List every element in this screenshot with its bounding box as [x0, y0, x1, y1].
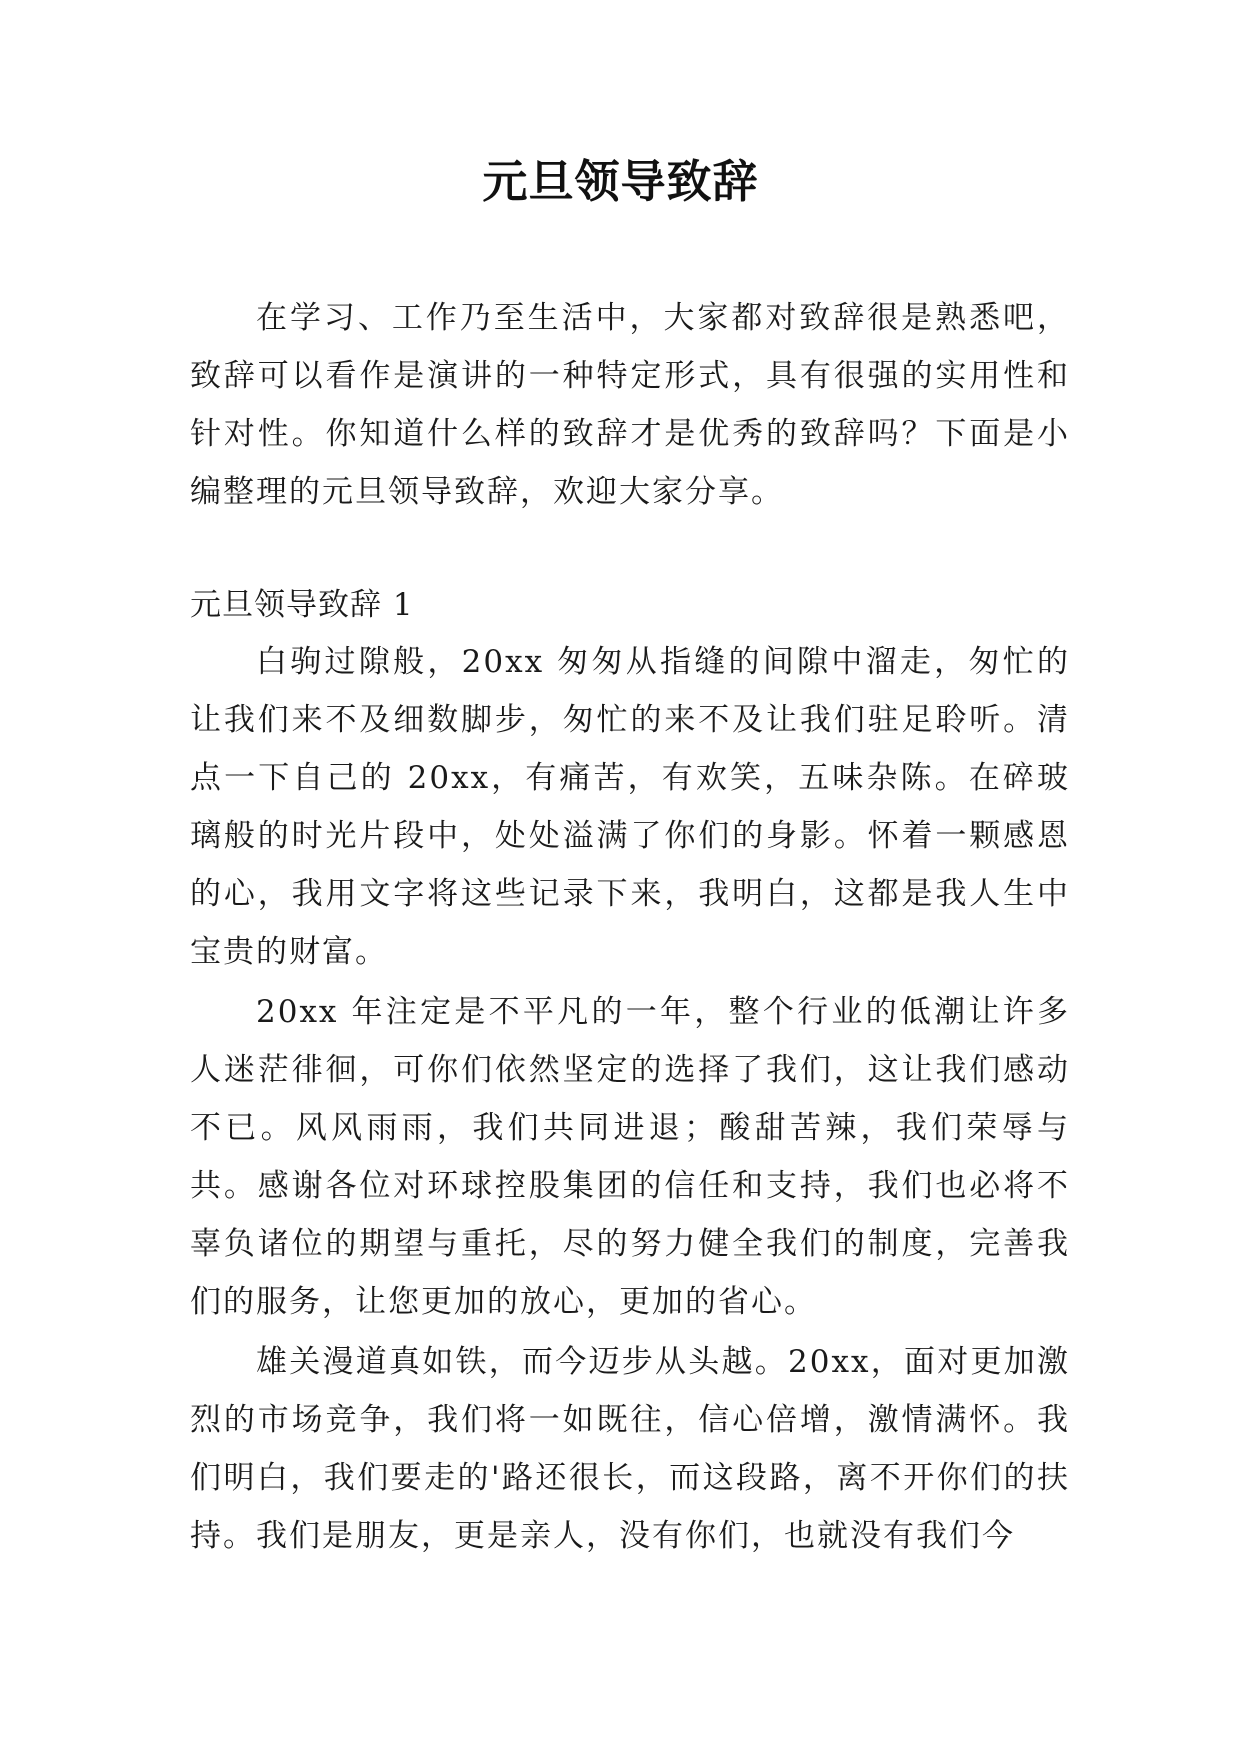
body-paragraph: 20xx 年注定是不平凡的一年，整个行业的低潮让许多人迷茫徘徊，可你们依然坚定的选择了我们，这让我们感动不已。风风雨雨，我们共同进退；酸甜苦辣，我们荣辱与共。感谢各位对环球控股集团的信任和支持，我们也必将不辜负诸位的期望与重托，尽的努力健全我们的制度，完善我们的服务，让您更加的放心，更加的省心。 — [190, 994, 1070, 1320]
body-paragraph: 雄关漫道真如铁，而今迈步从头越。20xx，面对更加激烈的市场竞争，我们将一如既往，信心倍增，激情满怀。我们明白，我们要走的'路还很长，而这段路，离不开你们的扶持。我们是朋友，更是亲人，没有你们，也就没有我们今 — [190, 1344, 1070, 1554]
intro-paragraph: 在学习、工作乃至生活中，大家都对致辞很是熟悉吧，致辞可以看作是演讲的一种特定形式，具有很强的实用性和针对性。你知道什么样的致辞才是优秀的致辞吗？下面是小编整理的元旦领导致辞，欢迎大家分享。 — [190, 300, 1070, 510]
section-heading: 元旦领导致辞 1 — [190, 587, 414, 623]
body-paragraph: 白驹过隙般，20xx 匆匆从指缝的间隙中溜走，匆忙的让我们来不及细数脚步，匆忙的来不及让我们驻足聆听。清点一下自己的 20xx，有痛苦，有欢笑，五味杂陈。在碎玻璃般的时光片段中，处处溢满了你们的身影。怀着一颗感恩的心，我用文字将这些记录下来，我明白，这都是我人生中宝贵的财富。 — [190, 644, 1070, 970]
document-title: 元旦领导致辞 — [482, 155, 759, 208]
